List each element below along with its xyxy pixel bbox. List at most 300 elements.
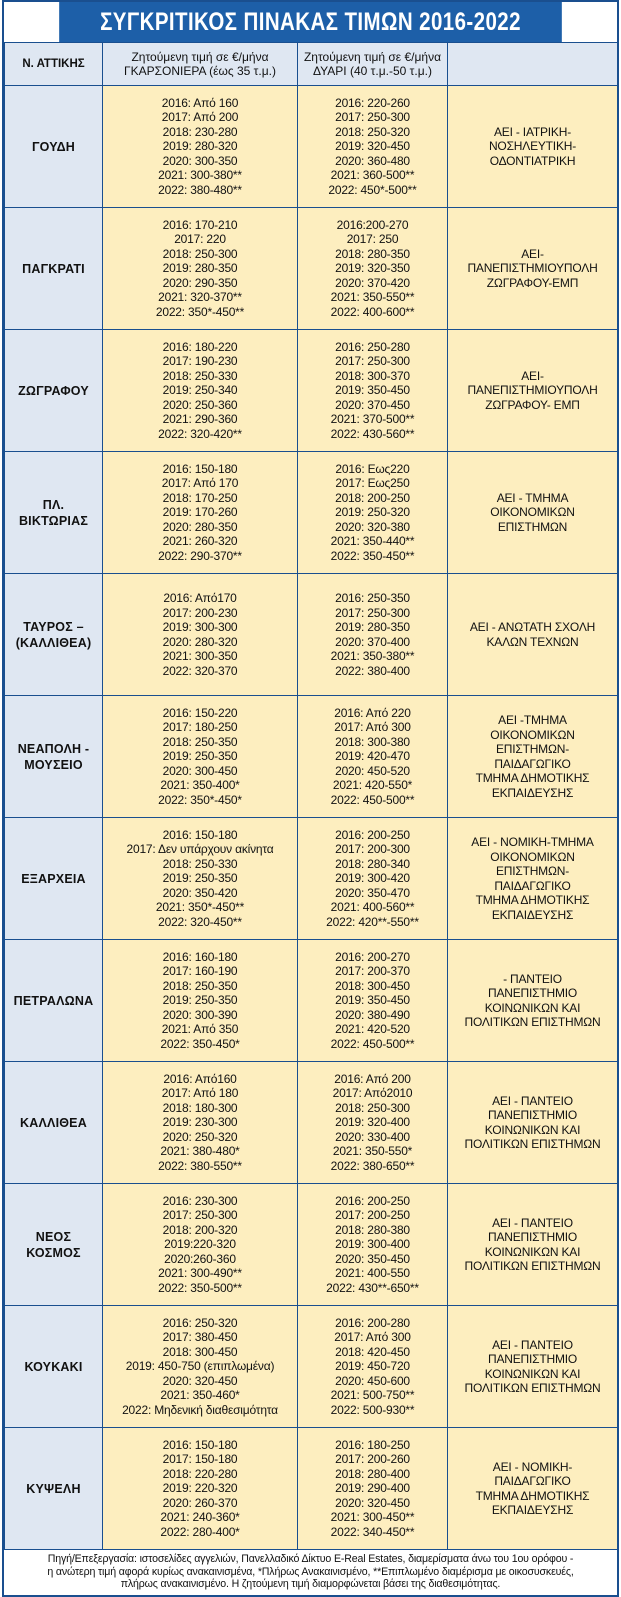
twobed-prices-line: 2022: 400-600** — [330, 304, 415, 319]
table-row — [5, 208, 618, 330]
studio-prices-line: 2022: 320-450** — [158, 914, 242, 929]
studio-prices-line: 2020: 290-350 — [162, 275, 238, 290]
area-name-line: ΚΟΥΚΑΚΙ — [24, 1359, 83, 1374]
nearby-university-line: ΑΕΙ - ΙΑΤΡΙΚΗ- — [494, 124, 571, 139]
nearby-university-line: ΕΠΙΣΤΗΜΩΝ- — [495, 864, 570, 878]
studio-prices-line: 2021: 300-490** — [158, 1266, 242, 1281]
area-name-line: ΚΥΨΕΛΗ — [26, 1481, 81, 1496]
studio-prices-line: 2022: 320-370 — [162, 663, 238, 678]
twobed-prices-line: 2020: 320-450 — [335, 1495, 410, 1510]
nearby-university-line: ΠΑΙΔΑΓΩΓΙΚΟ — [494, 878, 571, 893]
studio-prices-line: 2019: 220-320 — [162, 1481, 238, 1496]
studio-prices-line: 2016: 150-180 — [162, 827, 238, 842]
twobed-prices-line: 2021: 400-550 — [335, 1266, 410, 1281]
twobed-prices — [298, 86, 448, 208]
twobed-prices-line: 2020: 350-450 — [335, 1251, 410, 1266]
nearby-university-line: ΠΑΝΕΠΙΣΤΗΜΙΟ — [487, 1352, 578, 1366]
studio-prices-line: 2016: 170-210 — [162, 217, 238, 232]
nearby-university-line: ΑΕΙ - ΠΑΝΤΕΙΟ — [492, 1337, 573, 1352]
twobed-prices-line: 2020: 450-520 — [335, 763, 410, 778]
nearby-university-line: ΤΜΗΜΑ ΔΗΜΟΤΙΚΗΣ — [475, 1488, 590, 1503]
table-row — [5, 452, 618, 574]
studio-prices-line: 2016: 180-220 — [162, 339, 238, 354]
area-name-line: ΖΩΓΡΑΦΟΥ — [18, 383, 89, 398]
twobed-prices-line: 2020: 370-420 — [335, 275, 410, 290]
twobed-prices-line: 2018: 280-400 — [335, 1466, 410, 1481]
twobed-prices-line: 2020: 350-470 — [335, 885, 410, 900]
studio-prices-line: 2017: Δεν υπάρχουν ακίνητα — [126, 842, 274, 857]
studio-prices-line: 2022: 350-500** — [158, 1280, 242, 1295]
studio-prices-line: 2021: 290-360 — [162, 412, 238, 427]
nearby-university-line: ΕΚΠΑΙΔΕΥΣΗΣ — [491, 907, 574, 922]
area-name-line: ΤΑΥΡΟΣ – — [23, 619, 84, 634]
studio-prices-line: 2021: 300-350 — [162, 649, 238, 663]
studio-prices-line: 2017: Από 170 — [161, 476, 239, 491]
nearby-university-line: ΕΚΠΑΙΔΕΥΣΗΣ — [491, 785, 574, 800]
area-name — [5, 574, 103, 696]
studio-prices-line: 2016: 150-180 — [162, 1437, 238, 1452]
header-studio-line1: Ζητούμενη τιμή σε €/μήνα — [131, 50, 269, 64]
table-row — [5, 86, 618, 208]
studio-prices-line: 2017: 250-300 — [162, 1208, 238, 1223]
table-row — [5, 1306, 618, 1428]
twobed-prices-line: 2017: Από 300 — [334, 720, 411, 735]
nearby-university-line: ΠΟΛΙΤΙΚΩΝ ΕΠΙΣΤΗΜΩΝ — [464, 1137, 601, 1151]
studio-prices-line: 2016: 150-220 — [162, 705, 238, 720]
twobed-prices-line: 2019: 290-400 — [335, 1481, 410, 1496]
studio-prices-line: 2020: 280-350 — [162, 519, 238, 534]
studio-prices-line: 2022: 290-370** — [158, 548, 242, 563]
twobed-prices — [298, 1306, 448, 1428]
twobed-prices-line: 2021: 420-550* — [332, 778, 413, 793]
twobed-prices-line: 2018: 280-350 — [335, 246, 410, 261]
nearby-university-line: ΖΩΓΡΑΦΟΥ-ΕΜΠ — [486, 275, 579, 290]
twobed-prices-line: 2018: 280-380 — [335, 1222, 410, 1237]
nearby-university-line: ΑΕΙ- — [521, 368, 544, 383]
twobed-prices-line: 2017: 250-300 — [335, 110, 410, 125]
nearby-university-line: ΠΑΝΕΠΙΣΤΗΜΙΟ — [487, 1230, 578, 1244]
twobed-prices — [298, 818, 448, 940]
twobed-prices-line: 2022: 430**-650** — [326, 1280, 419, 1295]
twobed-prices-line: 2018: 250-300 — [335, 1100, 410, 1115]
studio-prices-line: 2022: 350*-450** — [155, 304, 245, 319]
nearby-university-line: ΑΕΙ - ΑΝΩΤΑΤΗ ΣΧΟΛΗ — [469, 620, 596, 634]
nearby-university-line: - ΠΑΝΤΕΙΟ — [503, 971, 562, 986]
nearby-university-line: ΠΑΙΔΑΓΩΓΙΚΟ — [494, 1474, 571, 1488]
studio-prices-line: 2021: 380-480* — [160, 1144, 240, 1159]
studio-prices-line: 2016: Από160 — [163, 1071, 237, 1086]
twobed-prices-line: 2020: 330-400 — [335, 1129, 410, 1144]
twobed-prices-line: 2016: Από 200 — [334, 1071, 411, 1086]
studio-prices-line: 2021: 350*-450** — [155, 900, 245, 915]
studio-prices-line: 2021: 350-400* — [160, 778, 240, 793]
studio-prices-line: 2019: 300-300 — [162, 620, 238, 634]
studio-prices — [103, 940, 298, 1062]
studio-prices-line: 2020: 260-370 — [162, 1495, 238, 1510]
studio-prices — [103, 1184, 298, 1306]
area-name — [5, 1184, 103, 1306]
studio-prices — [103, 1428, 298, 1550]
studio-prices-line: 2022: 380-550** — [158, 1158, 242, 1173]
nearby-university-line: ΟΙΚΟΝΟΜΙΚΩΝ — [490, 849, 575, 864]
price-table-document — [2, 0, 619, 1597]
footnote-line: η ανώτερη τιμή αφορά κυρίως ανακαινισμένα, *Πλήρως Ανακαινισμένο, **Επιπλωμένο διαμέρισμα με οικοσυσκευές, — [47, 1565, 574, 1578]
twobed-prices-line: 2016: 200-250 — [335, 827, 410, 842]
studio-prices-line: 2018: 170-250 — [162, 490, 238, 505]
studio-prices-line: 2019: 170-260 — [162, 505, 238, 520]
twobed-prices-line: 2019: 320-450 — [335, 139, 410, 154]
nearby-university-line: ΕΠΙΣΤΗΜΩΝ — [497, 519, 568, 534]
studio-prices-line: 2018: 250-350 — [162, 978, 238, 993]
twobed-prices-line: 2016:200-270 — [336, 217, 409, 232]
header-studio — [103, 43, 298, 86]
twobed-prices-line: 2021: 350-440** — [330, 534, 415, 549]
nearby-university — [448, 86, 618, 208]
twobed-prices-line: 2016: 200-280 — [335, 1315, 410, 1330]
twobed-prices-line: 2017: 200-260 — [335, 1452, 410, 1467]
studio-prices-line: 2018: 230-280 — [162, 124, 238, 139]
studio-prices-line: 2017: 180-250 — [162, 720, 238, 735]
nearby-university-line: ΠΟΛΙΤΙΚΩΝ ΕΠΙΣΤΗΜΩΝ — [464, 1381, 601, 1395]
studio-prices — [103, 452, 298, 574]
studio-prices-line: 2022: 350-450* — [160, 1036, 240, 1051]
header-twobed — [298, 43, 448, 86]
nearby-university — [448, 208, 618, 330]
studio-prices-line: 2017: 220 — [174, 232, 226, 247]
area-name-line: ΝΕΑΠΟΛΗ - — [17, 741, 90, 756]
table-row — [5, 1062, 618, 1184]
studio-prices-line: 2021: 240-360* — [160, 1510, 240, 1525]
twobed-prices-line: 2016: 180-250 — [335, 1437, 410, 1452]
nearby-university-line: ΕΚΠΑΙΔΕΥΣΗΣ — [491, 1503, 574, 1517]
twobed-prices-line: 2018: 280-340 — [335, 856, 410, 871]
twobed-prices-line: 2017: Εως250 — [335, 476, 410, 491]
twobed-prices-line: 2017: 200-370 — [335, 964, 410, 979]
area-name-line: ΠΑΓΚΡΑΤΙ — [22, 261, 85, 276]
nearby-university-line: ΑΕΙ- — [521, 246, 544, 261]
nearby-university-line: ΑΕΙ -ΤΜΗΜΑ — [498, 713, 567, 727]
studio-prices-line: 2022: 350*-450* — [158, 792, 242, 807]
studio-prices-line: 2017: 380-450 — [162, 1330, 238, 1345]
twobed-prices-line: 2016: 200-250 — [335, 1193, 410, 1208]
nearby-university-line: ΚΟΙΝΩΝΙΚΩΝ ΚΑΙ — [484, 1000, 581, 1015]
twobed-prices-line: 2021: 370-500** — [330, 412, 415, 427]
twobed-prices-line: 2017: Από 300 — [334, 1330, 411, 1345]
twobed-prices-line: 2022: 450*-500** — [328, 182, 417, 197]
table-row — [5, 330, 618, 452]
studio-prices — [103, 1062, 298, 1184]
twobed-prices-line: 2017: Από2010 — [332, 1086, 413, 1101]
twobed-prices-line: 2016: Από 220 — [334, 705, 411, 720]
twobed-prices — [298, 1428, 448, 1550]
twobed-prices-line: 2021: 400-560** — [330, 900, 415, 915]
nearby-university-line: ΑΕΙ - ΠΑΝΤΕΙΟ — [492, 1093, 573, 1108]
studio-prices — [103, 330, 298, 452]
twobed-prices-line: 2016: 200-270 — [335, 949, 410, 964]
twobed-prices — [298, 452, 448, 574]
studio-prices-line: 2018: 250-350 — [162, 734, 238, 749]
studio-prices — [103, 208, 298, 330]
table-row — [5, 818, 618, 940]
twobed-prices-line: 2017: 200-250 — [335, 1208, 410, 1223]
studio-prices-line: 2018: 250-330 — [162, 856, 238, 871]
nearby-university — [448, 330, 618, 452]
table-row — [5, 1184, 618, 1306]
twobed-prices-line: 2020: 380-490 — [335, 1007, 410, 1022]
studio-prices-line: 2016: 160-180 — [162, 949, 238, 964]
twobed-prices-line: 2018: 300-370 — [335, 368, 410, 383]
twobed-prices-line: 2022: 340-450** — [330, 1524, 415, 1539]
twobed-prices-line: 2021: 350-550* — [332, 1144, 413, 1159]
studio-prices-line: 2022: 280-400* — [160, 1524, 240, 1539]
twobed-prices-line: 2022: 450-500** — [330, 792, 415, 807]
twobed-prices-line: 2019: 320-350 — [335, 261, 410, 276]
nearby-university-line: ΑΕΙ - ΠΑΝΤΕΙΟ — [492, 1215, 573, 1230]
area-name-line: (ΚΑΛΛΙΘΕΑ) — [15, 635, 92, 650]
area-name — [5, 1428, 103, 1550]
studio-prices-line: 2018: 250-330 — [162, 368, 238, 383]
twobed-prices-line: 2019: 350-450 — [335, 383, 410, 398]
source-footnote — [4, 1550, 617, 1591]
twobed-prices-line: 2016: 250-280 — [335, 339, 410, 354]
nearby-university-line: ΟΔΟΝΤΙΑΤΡΙΚΗ — [489, 153, 576, 168]
nearby-university-line: ΤΜΗΜΑ ΔΗΜΟΤΙΚΗΣ — [475, 771, 590, 785]
studio-prices-line: 2019: 230-300 — [162, 1115, 238, 1130]
twobed-prices-line: 2021: 300-450** — [330, 1510, 415, 1525]
studio-prices-line: 2019: 250-350 — [162, 871, 238, 886]
twobed-prices-line: 2018: 300-450 — [335, 978, 410, 993]
studio-prices-line: 2017: 200-230 — [162, 605, 238, 620]
price-comparison-table — [4, 42, 618, 1550]
twobed-prices-line: 2019: 300-400 — [335, 1237, 410, 1252]
studio-prices-line: 2018: 220-280 — [162, 1466, 238, 1481]
twobed-prices-line: 2017: 250-300 — [335, 605, 410, 620]
studio-prices-line: 2016: Από 160 — [161, 95, 239, 110]
twobed-prices-line: 2019: 250-320 — [335, 505, 410, 520]
area-name-line: ΠΛ. — [42, 497, 65, 512]
twobed-prices-line: 2019: 280-350 — [335, 620, 410, 634]
studio-prices-line: 2016: 250-320 — [162, 1315, 238, 1330]
table-title: ΣΥΓΚΡΙΤΙΚΟΣ ΠΙΝΑΚΑΣ ΤΙΜΩΝ 2016-2022 — [59, 2, 562, 42]
nearby-university-line: ΠΑΙΔΑΓΩΓΙΚΟ — [494, 756, 571, 771]
area-name-line: ΚΟΣΜΟΣ — [26, 1245, 81, 1260]
header-twobed-line1: Ζητούμενη τιμή σε €/μήνα — [303, 50, 442, 64]
area-name-line: ΒΙΚΤΩΡΙΑΣ — [18, 513, 89, 528]
studio-prices-line: 2020: 250-360 — [162, 397, 238, 412]
area-name — [5, 86, 103, 208]
twobed-prices-line: 2018: 420-450 — [335, 1344, 410, 1359]
studio-prices-line: 2021: 300-380** — [158, 168, 242, 183]
studio-prices — [103, 86, 298, 208]
footnote-line: πλήρως ανακαινισμένο. Η ζητούμενη τιμή διαμορφώνεται βάσει της διαθεσιμότητας. — [120, 1578, 501, 1590]
nearby-university-line: ΑΕΙ - ΝΟΜΙΚΗ- — [492, 1459, 573, 1474]
studio-prices-line: 2019: 250-340 — [162, 383, 238, 398]
studio-prices-line: 2017: Από 200 — [161, 110, 239, 125]
nearby-university-line: ΠΑΝΕΠΙΣΤΗΜΙΟΥΠΟΛΗ — [467, 261, 598, 276]
studio-prices-line: 2021: 350-460* — [160, 1388, 240, 1403]
nearby-university-line: ΚΟΙΝΩΝΙΚΩΝ ΚΑΙ — [484, 1244, 581, 1259]
studio-prices-line: 2020: 300-450 — [162, 763, 238, 778]
studio-prices — [103, 574, 298, 696]
twobed-prices-line: 2022: 420**-550** — [326, 914, 419, 929]
studio-prices-line: 2018: 250-300 — [162, 246, 238, 261]
twobed-prices-line: 2019: 320-400 — [335, 1115, 410, 1130]
twobed-prices-line: 2022: 380-400 — [335, 663, 410, 678]
table-row — [5, 574, 618, 696]
nearby-university-line: ΠΑΝΕΠΙΣΤΗΜΙΟ — [487, 986, 578, 1000]
twobed-prices-line: 2016: Εως220 — [335, 461, 410, 476]
studio-prices-line: 2021: 260-320 — [162, 534, 238, 549]
twobed-prices — [298, 574, 448, 696]
studio-prices-line: 2016: Από170 — [163, 591, 237, 605]
nearby-university — [448, 1062, 618, 1184]
area-name — [5, 330, 103, 452]
nearby-university — [448, 696, 618, 818]
twobed-prices-line: 2020: 370-400 — [335, 634, 410, 649]
twobed-prices-line: 2022: 380-650** — [330, 1158, 415, 1173]
table-row — [5, 696, 618, 818]
nearby-university-line: ΑΕΙ - ΝΟΜΙΚΗ-ΤΜΗΜΑ — [471, 835, 594, 849]
twobed-prices — [298, 696, 448, 818]
twobed-prices-line: 2019: 450-720 — [335, 1359, 410, 1374]
studio-prices-line: 2020: 280-320 — [162, 634, 238, 649]
nearby-university — [448, 1428, 618, 1550]
nearby-university-line: ΠΑΝΕΠΙΣΤΗΜΙΟΥΠΟΛΗ — [467, 383, 598, 398]
studio-prices — [103, 696, 298, 818]
studio-prices-line: 2018: 180-300 — [162, 1100, 238, 1115]
nearby-university-line: ΑΕΙ - ΤΜΗΜΑ — [496, 490, 569, 505]
twobed-prices-line: 2021: 420-520 — [335, 1022, 410, 1037]
studio-prices-line: 2016: 150-180 — [162, 461, 238, 476]
studio-prices-line: 2019: 450-750 (επιπλωμένα) — [125, 1359, 275, 1374]
studio-prices-line: 2017: 160-190 — [162, 964, 238, 979]
area-name-line: ΓΟΥΔΗ — [31, 139, 76, 154]
studio-prices-line: 2019: 250-350 — [162, 993, 238, 1008]
studio-prices-line: 2020: 300-390 — [162, 1007, 238, 1022]
nearby-university-line: ΕΠΙΣΤΗΜΩΝ- — [495, 742, 570, 756]
studio-prices-line: 2022: 320-420** — [158, 426, 242, 441]
area-name-line: ΝΕΟΣ — [35, 1229, 72, 1244]
studio-prices — [103, 818, 298, 940]
studio-prices-line: 2019:220-320 — [164, 1237, 236, 1252]
nearby-university-line: ΠΑΝΕΠΙΣΤΗΜΙΟ — [487, 1108, 578, 1122]
nearby-university-line: ΠΟΛΙΤΙΚΩΝ ΕΠΙΣΤΗΜΩΝ — [464, 1259, 601, 1273]
nearby-university — [448, 574, 618, 696]
twobed-prices-line: 2017: 200-300 — [335, 842, 410, 857]
studio-prices-line: 2021: 320-370** — [158, 290, 242, 305]
twobed-prices-line: 2018: 250-320 — [335, 124, 410, 139]
twobed-prices-line: 2020: 450-600 — [335, 1373, 410, 1388]
twobed-prices — [298, 1184, 448, 1306]
studio-prices-line: 2020: 320-450 — [162, 1373, 238, 1388]
twobed-prices — [298, 940, 448, 1062]
studio-prices-line: 2020:260-360 — [164, 1251, 236, 1266]
nearby-university-line: ΖΩΓΡΑΦΟΥ- ΕΜΠ — [485, 397, 580, 412]
twobed-prices-line: 2020: 320-380 — [335, 519, 410, 534]
nearby-university-line: ΠΟΛΙΤΙΚΩΝ ΕΠΙΣΤΗΜΩΝ — [464, 1015, 601, 1029]
nearby-university — [448, 818, 618, 940]
area-name — [5, 1306, 103, 1428]
table-body — [5, 86, 618, 1550]
studio-prices-line: 2017: 150-180 — [162, 1452, 238, 1467]
twobed-prices — [298, 1062, 448, 1184]
nearby-university — [448, 452, 618, 574]
studio-prices-line: 2019: 250-350 — [162, 749, 238, 764]
header-studio-line2: ΓΚΑΡΣΟΝΙΕΡΑ (έως 35 τ.μ.) — [124, 64, 276, 78]
twobed-prices-line: 2022: 430-560** — [330, 426, 415, 441]
area-name — [5, 452, 103, 574]
nearby-university-line: ΚΟΙΝΩΝΙΚΩΝ ΚΑΙ — [484, 1366, 581, 1381]
twobed-prices-line: 2021: 500-750** — [330, 1388, 415, 1403]
studio-prices-line: 2020: 250-320 — [162, 1129, 238, 1144]
nearby-university — [448, 1306, 618, 1428]
nearby-university-line: ΟΙΚΟΝΟΜΙΚΩΝ — [490, 727, 575, 742]
nearby-university — [448, 940, 618, 1062]
studio-prices-line: 2022: 380-480** — [158, 182, 242, 197]
studio-prices-line: 2018: 300-450 — [162, 1344, 238, 1359]
twobed-prices-line: 2022: 500-930** — [330, 1402, 415, 1417]
area-name-line: ΠΕΤΡΑΛΩΝΑ — [13, 993, 94, 1008]
twobed-prices-line: 2021: 360-500** — [330, 168, 415, 183]
twobed-prices — [298, 330, 448, 452]
twobed-prices — [298, 208, 448, 330]
studio-prices-line: 2022: Μηδενική διαθεσιμότητα — [122, 1402, 278, 1417]
twobed-prices-line: 2018: 200-250 — [335, 490, 410, 505]
twobed-prices-line: 2016: 220-260 — [335, 95, 410, 110]
twobed-prices-line: 2020: 360-480 — [335, 153, 410, 168]
studio-prices-line: 2020: 300-350 — [162, 153, 238, 168]
twobed-prices-line: 2019: 420-470 — [335, 749, 410, 764]
area-name-line: ΜΟΥΣΕΙΟ — [24, 757, 83, 772]
nearby-university-line: ΝΟΣΗΛΕΥΤΙΚΗ- — [488, 139, 577, 154]
table-row — [5, 1428, 618, 1550]
twobed-prices-line: 2017: 250-300 — [335, 354, 410, 369]
studio-prices-line: 2018: 200-320 — [162, 1222, 238, 1237]
nearby-university-line: ΤΜΗΜΑ ΔΗΜΟΤΙΚΗΣ — [475, 893, 590, 907]
twobed-prices-line: 2021: 350-550** — [330, 290, 415, 305]
studio-prices — [103, 1306, 298, 1428]
header-twobed-line2: ΔΥΑΡΙ (40 τ.μ.-50 τ.μ.) — [313, 64, 432, 78]
area-name — [5, 1062, 103, 1184]
studio-prices-line: 2017: 190-230 — [162, 354, 238, 369]
studio-prices-line: 2020: 350-420 — [162, 885, 238, 900]
nearby-university-line: ΚΑΛΩΝ ΤΕΧΝΩΝ — [486, 634, 579, 649]
twobed-prices-line: 2021: 350-380** — [330, 649, 415, 663]
table-row — [5, 940, 618, 1062]
twobed-prices-line: 2022: 350-450** — [330, 548, 415, 563]
studio-prices-line: 2019: 280-320 — [162, 139, 238, 154]
area-name — [5, 208, 103, 330]
area-name — [5, 696, 103, 818]
nearby-university-line: ΚΟΙΝΩΝΙΚΩΝ ΚΑΙ — [484, 1122, 581, 1137]
twobed-prices-line: 2019: 350-450 — [335, 993, 410, 1008]
twobed-prices-line: 2022: 450-500** — [330, 1036, 415, 1051]
studio-prices-line: 2019: 280-350 — [162, 261, 238, 276]
area-name — [5, 818, 103, 940]
header-area: Ν. ΑΤΤΙΚΗΣ — [5, 43, 103, 86]
twobed-prices-line: 2018: 300-380 — [335, 734, 410, 749]
area-name-line: ΕΞΑΡΧΕΙΑ — [21, 871, 86, 886]
studio-prices-line: 2016: 230-300 — [162, 1193, 238, 1208]
twobed-prices-line: 2017: 250 — [346, 232, 399, 247]
twobed-prices-line: 2019: 300-420 — [335, 871, 410, 886]
twobed-prices-line: 2016: 250-350 — [335, 591, 410, 605]
area-name — [5, 940, 103, 1062]
header-row — [5, 43, 618, 86]
nearby-university — [448, 1184, 618, 1306]
header-uni — [448, 43, 618, 86]
studio-prices-line: 2021: Από 350 — [161, 1022, 239, 1037]
